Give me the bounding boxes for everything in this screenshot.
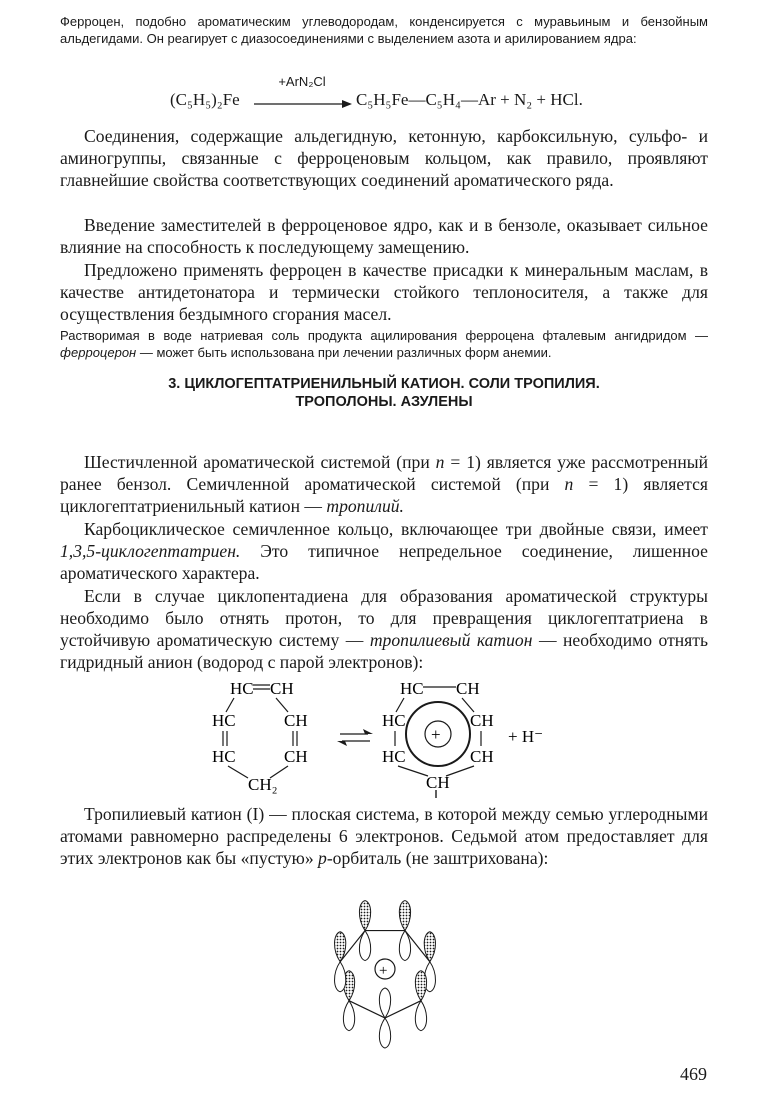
cycloheptatriene-structure: [212, 679, 308, 794]
svg-text:HC: HC: [212, 747, 236, 766]
p-orbital-upper-lobe: [379, 988, 390, 1018]
intro-text: Ферроцен, подобно ароматическим углеводородам, конденсируется с муравьиным и бензойным альдегидами. Он реагирует с диазосоединениями с выделением азота и арилированием ядра:: [60, 14, 708, 46]
tropylium-structure: [382, 679, 494, 798]
svg-text:HC: HC: [382, 747, 406, 766]
paragraph-applications: Предложено применять ферроцен в качестве присадки к минеральным маслам, в качестве антидетонатора и термически стойкого теплоносителя, а также для осуществления бездымного сгорания масел.: [60, 260, 708, 324]
term-tropylium: тропилий.: [326, 496, 404, 516]
section-heading: [60, 375, 708, 411]
p-orbital-upper-lobe: [399, 901, 410, 931]
p-orbital-upper-lobe: [415, 971, 426, 1001]
equilibrium-arrows-icon: [337, 729, 373, 746]
term-cycloheptatriene: 1,3,5-циклогептатриен.: [60, 541, 241, 561]
orbital-charge: +: [379, 963, 388, 979]
paragraph-cycloheptatriene: Карбоциклическое семичленное кольцо, включающее три двойные связи, имеет 1,3,5-циклогептатриен. Это типичное непредельное соединение, лишенное ароматического характера.: [60, 519, 708, 583]
p-orbital-lower-lobe: [379, 1018, 390, 1048]
svg-text:HC: HC: [382, 711, 406, 730]
equation-rhs: C₅H₅Fe—C₅H₄—Ar + N₂ + HCl.: [356, 90, 583, 109]
p-orbital-upper-lobe: [359, 901, 370, 931]
heading-line-1: 3. ЦИКЛОГЕПТАТРИЕНИЛЬНЫЙ КАТИОН. СОЛИ ТРОПИЛИЯ.: [168, 376, 600, 392]
paragraph-substituents: Соединения, содержащие альдегидную, кетонную, карбоксильную, сульфо- и аминогруппы, связанные с ферроценовым кольцом, как правило, проявляют главнейшие свойства соответствующих соединений ароматического ряда.: [60, 126, 708, 190]
paragraph-tropylium-intro: Шестичленной ароматической системой (при n = 1) является уже рассмотренный ранее бензол. Семичленной ароматической системой (при n = 1) является циклогептатриенильный катион — тропилий.: [60, 452, 708, 516]
tropylium-p-orbital-diagram: [300, 884, 470, 1054]
svg-text:HC: HC: [212, 711, 236, 730]
svg-text:CH: CH: [284, 711, 308, 730]
svg-text:CH: CH: [470, 747, 494, 766]
tropylium-formation-scheme: [190, 676, 570, 800]
p-orbital-lower-lobe: [415, 1001, 426, 1031]
ferrocene-arylation-equation: [170, 74, 630, 114]
reaction-arrow-icon: [254, 97, 352, 111]
svg-text:HC: HC: [230, 679, 254, 698]
term-tropylium-cation: тропилиевый катион: [369, 630, 533, 650]
paragraph-substitution: Введение заместителей в ферроценовое ядро, как и в бензоле, оказывает сильное влияние на способность к последующему замещению.: [60, 215, 708, 257]
svg-text:HC: HC: [400, 679, 424, 698]
svg-text:CH: CH: [470, 711, 494, 730]
heading-line-2: ТРОПОЛОНЫ. АЗУЛЕНЫ: [295, 394, 473, 410]
term-ferroceron: ферроцерон: [60, 345, 137, 360]
note-ferroceron: Растворимая в воде натриевая соль продукта ацилирования ферроцена фталевым ангидридом — ферроцерон — может быть использована при лечении различных форм анемии.: [60, 328, 708, 360]
p-orbital-lower-lobe: [335, 962, 346, 992]
svg-text:CH: CH: [426, 773, 450, 792]
equation-lhs: (C₅H₅)₂Fe: [170, 90, 240, 109]
equation-arrow-label: +ArN₂Cl: [278, 74, 326, 89]
svg-text:CH: CH: [284, 747, 308, 766]
p-orbital-lower-lobe: [343, 1001, 354, 1031]
hydride-anion: + H⁻: [508, 727, 544, 746]
svg-text:CH: CH: [456, 679, 480, 698]
svg-text:+: +: [431, 725, 441, 744]
page-number: 469: [680, 1064, 707, 1084]
svg-text:CH₂: CH₂: [248, 775, 278, 794]
paragraph-tropylium-electrons: Тропилиевый катион (I) — плоская система, в которой между семью углеродными атомами равномерно распределены 6 электронов. Седьмой атом предоставляет для этих электронов как бы «пустую» p-орбиталь (не заштрихована):: [60, 804, 708, 868]
svg-text:CH: CH: [270, 679, 294, 698]
paragraph-hydride-removal: Если в случае циклопентадиена для образования ароматической структуры необходимо было отнять протон, то для превращения циклогептатриена в устойчивую ароматическую систему — тропилиевый катион — необходимо отнять гидридный анион (водород с парой электронов):: [60, 586, 708, 672]
